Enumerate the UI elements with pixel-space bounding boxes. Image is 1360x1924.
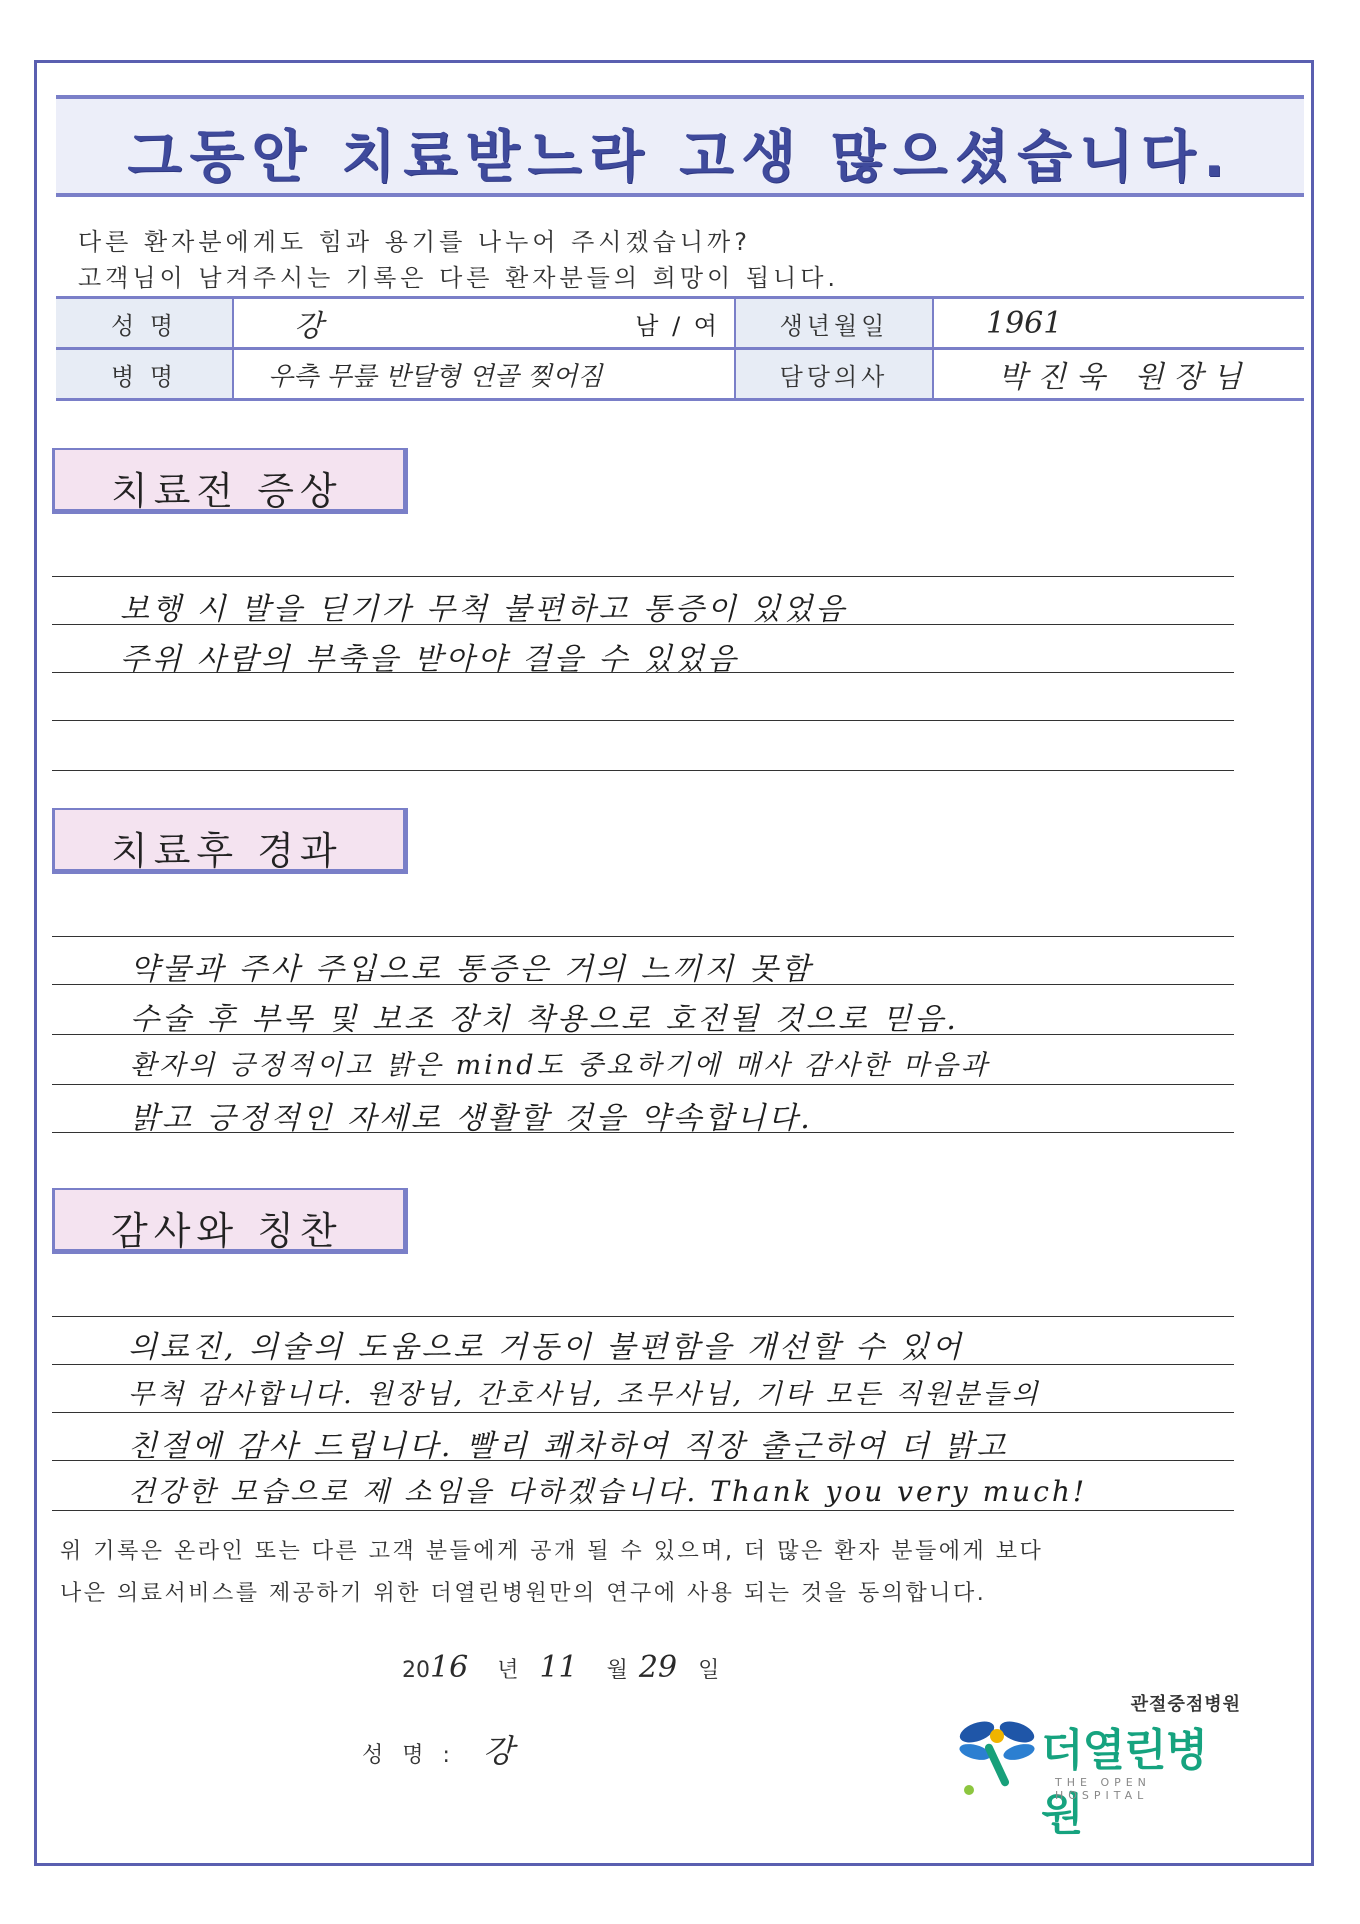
date-year-label: 년	[497, 1658, 519, 1683]
rule-before-5	[52, 770, 1234, 771]
birth-value	[933, 298, 1304, 349]
birth-label: 생년월일	[735, 298, 933, 349]
logo-tagline: 관절중점병원	[1130, 1694, 1241, 1715]
rule-after-4	[52, 1084, 1234, 1085]
signature-value: 강	[482, 1732, 514, 1770]
date-day: 29	[638, 1650, 678, 1685]
intro-line-2: 고객님이 남겨주시는 기록은 다른 환자분들의 희망이 됩니다.	[78, 264, 840, 292]
logo-english: THE OPEN HOSPITAL	[1055, 1776, 1151, 1802]
date-year: 16	[430, 1650, 469, 1685]
section-before-title	[52, 448, 408, 514]
signature-row	[362, 1726, 514, 1772]
signature-label: 성 명 :	[362, 1743, 456, 1768]
after-line-3: 환자의 긍정적이고 밝은 mind도 중요하기에 매사 감사한 마음과	[130, 1050, 990, 1081]
section-thanks-title	[52, 1188, 408, 1254]
thanks-line-3: 친절에 감사 드립니다. 빨리 쾌차하여 직장 출근하여 더 밝고	[128, 1429, 1009, 1464]
doctor-value	[933, 349, 1304, 400]
after-line-1: 약물과 주사 주입으로 통증은 거의 느끼지 못함	[130, 952, 813, 987]
disease-value-text: 우측 무릎 반달형 연골 찢어짐	[268, 361, 603, 392]
name-value-text: 강	[294, 309, 323, 344]
before-line-1: 보행 시 발을 딛기가 무척 불편하고 통증이 있었음	[120, 592, 848, 627]
after-line-4: 밝고 긍정적인 자세로 생활할 것을 약속합니다.	[130, 1101, 813, 1136]
doctor-value-text: 박진욱 원장님	[998, 360, 1252, 395]
patient-info-table	[56, 296, 1304, 401]
page-title: 그동안 치료받느라 고생 많으셨습니다.	[127, 125, 1233, 190]
date-prefix: 20	[402, 1658, 430, 1683]
title-banner	[56, 95, 1304, 197]
rule-after-1	[52, 936, 1234, 937]
gender-options: 남 / 여	[580, 298, 735, 349]
date-month: 11	[539, 1650, 578, 1685]
dragonfly-icon	[955, 1712, 1039, 1798]
date-day-label: 일	[698, 1658, 720, 1683]
thanks-line-4: 건강한 모습으로 제 소임을 다하겠습니다. Thank you very much!	[128, 1475, 1088, 1508]
consent-line-2: 나은 의료서비스를 제공하기 위한 더열린병원만의 연구에 사용 되는 것을 동의합니다.	[60, 1581, 987, 1606]
rule-thanks-3	[52, 1412, 1234, 1413]
disease-value	[233, 349, 735, 400]
disease-label: 병 명	[56, 349, 233, 400]
hospital-logo	[955, 1690, 1245, 1840]
rule-thanks-1	[52, 1316, 1234, 1317]
birth-value-text: 1961	[986, 305, 1063, 341]
section-thanks-label: 감사와 칭찬	[111, 1209, 343, 1253]
rule-before-4	[52, 720, 1234, 721]
thanks-line-1: 의료진, 의술의 도움으로 거동이 불편함을 개선할 수 있어	[128, 1330, 964, 1365]
logo-name: 더열린병원	[1041, 1725, 1208, 1840]
section-after-title	[52, 808, 408, 874]
intro-line-1: 다른 환자분에게도 힘과 용기를 나누어 주시겠습니까?	[78, 228, 751, 256]
date-month-label: 월	[606, 1658, 628, 1683]
after-line-2: 수술 후 부목 및 보조 장치 착용으로 호전될 것으로 믿음.	[130, 1002, 959, 1037]
before-line-2: 주위 사람의 부축을 받아야 걸을 수 있었음	[120, 642, 739, 677]
section-after-label: 치료후 경과	[111, 829, 343, 873]
thanks-line-2: 무척 감사합니다. 원장님, 간호사님, 조무사님, 기타 모든 직원분들의	[128, 1379, 1041, 1410]
date-row	[402, 1650, 719, 1685]
name-value	[233, 298, 580, 349]
rule-before-1	[52, 576, 1234, 577]
rule-thanks-5	[52, 1510, 1234, 1511]
doctor-label: 담당의사	[735, 349, 933, 400]
name-label: 성 명	[56, 298, 233, 349]
consent-line-1: 위 기록은 온라인 또는 다른 고객 분들에게 공개 될 수 있으며, 더 많은 환자 분들에게 보다	[60, 1539, 1044, 1564]
section-before-label: 치료전 증상	[111, 469, 343, 513]
